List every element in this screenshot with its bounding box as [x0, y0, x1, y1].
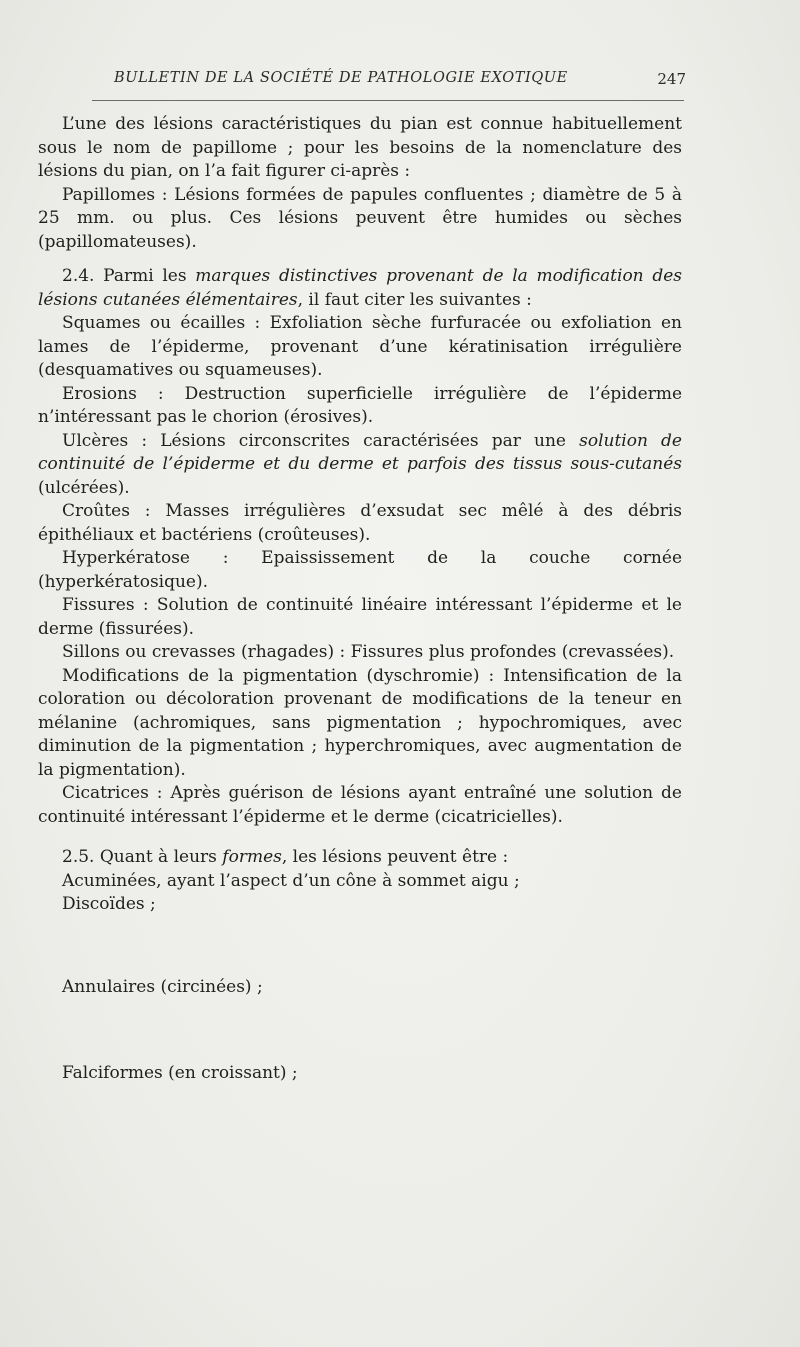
page-number: 247: [657, 70, 686, 88]
paragraph-erosions: Erosions : Destruction superficielle irrégulière de l’épiderme n’intéressant pas le chorion (érosives).: [38, 383, 682, 427]
paragraph-pigmentation: Modifications de la pigmentation (dyschromie) : Intensification de la coloration ou décoloration provenant de modifications de la teneur en mélanine (achromiques, sans pigmentation ; hypochromiques, avec diminution de la pigmentation ; hyperchromiques, avec augmentation de la pigmentation).: [38, 665, 682, 780]
paragraph-sillons: Sillons ou crevasses (rhagades) : Fissures plus profondes (crevassées).: [62, 642, 675, 662]
paragraph-fissures: Fissures : Solution de continuité linéaire intéressant l’épiderme et le derme (fissurées).: [38, 595, 682, 639]
list-item-acuminees: Acuminées, ayant l’aspect d’un cône à sommet aigu ;: [62, 870, 520, 891]
header-rule: [92, 100, 684, 101]
section-2-5-emphasis: formes: [222, 847, 282, 867]
ulceres-start: Ulcères : Lésions circonscrites caractérisées par une: [62, 430, 580, 451]
paragraph-hyperkeratose: Hyperkératose : Epaississement de la couche cornée (hyperkératosique).: [38, 548, 682, 592]
paragraph-ulceres: [38, 430, 682, 501]
list-item-discoides: Discoïdes ;: [62, 894, 156, 914]
paragraph-squames: Squames ou écailles : Exfoliation sèche furfuracée ou exfoliation en lames de l’épiderme, provenant d’une kératinisation irrégulière (desquamatives ou squameuses).: [38, 313, 682, 380]
section-2-4-end: , il faut citer les suivantes :: [297, 289, 532, 310]
paragraph-papillomes: Papillomes : Lésions formées de papules confluentes ; diamètre de 5 à 25 mm. ou plus. Ces lésions peuvent être humides ou sèches (papillomateuses).: [38, 184, 682, 252]
section-2-5-end: , les lésions peuvent être :: [281, 847, 509, 867]
ulceres-emphasis: solution de continuité de l’épiderme et du derme et parfois des tissus sous-cutanés: [38, 430, 682, 474]
ulceres-end: (ulcérées).: [38, 477, 130, 498]
paragraph-cicatrices: Cicatrices : Après guérison de lésions ayant entraîné une solution de continuité intéressant l’épiderme et le derme (cicatricielles).: [38, 783, 682, 827]
body-text: [38, 113, 682, 1086]
paragraph-section-2-5: [38, 846, 682, 870]
section-2-5-start: 2.5. Quant à leurs: [62, 847, 223, 867]
running-title: BULLETIN DE LA SOCIÉTÉ DE PATHOLOGIE EXOTIQUE: [114, 70, 568, 86]
paragraph-section-2-4: [38, 265, 682, 312]
paragraph-croutes: Croûtes : Masses irrégulières d’exsudat sec mêlé à des débris épithéliaux et bactériens (croûteuses).: [38, 501, 682, 545]
list-item-falciformes: Falciformes (en croissant) ;: [62, 1063, 298, 1083]
section-2-4-start: 2.4. Parmi les: [62, 266, 196, 286]
running-header: [92, 70, 686, 98]
list-item-annulaires: Annulaires (circinées) ;: [62, 976, 263, 997]
paragraph-papillome-intro: L’une des lésions caractéristiques du pian est connue habituellement sous le nom de papillome ; pour les besoins de la nomenclature des lésions du pian, on l’a fait figurer ci-après :: [38, 114, 682, 181]
section-2-4-emphasis: marques distinctives provenant de la modification des lésions cutanées élémentaires: [38, 266, 682, 310]
